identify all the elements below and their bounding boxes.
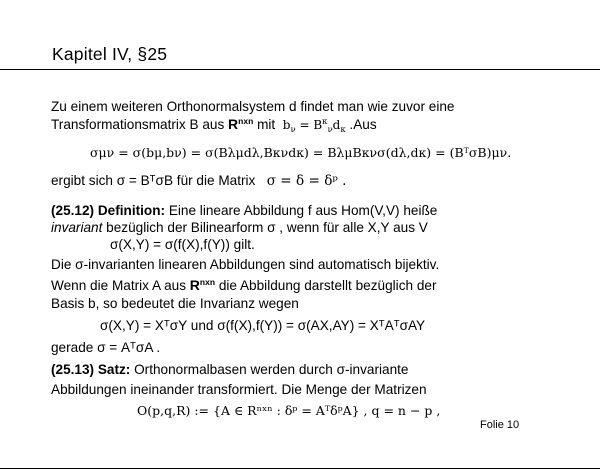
theorem-line: Abbildungen ineinander transformiert. Die Menge der Matrizen <box>51 382 427 397</box>
theorem-line: (25.13) Satz: Orthonormalbasen werden durch σ-invariante <box>51 362 409 377</box>
equation-transform: σμν = σ(bμ,bν) = σ(Bλμdλ,Bκνdκ) = BλμBκνσ(dλ,dκ) = (BᵀσB)μν. <box>90 145 512 160</box>
definition-line: (25.12) Definition: Eine lineare Abbildung f aus Hom(V,V) heiße <box>51 203 438 218</box>
paragraph-line: Die σ-invarianten linearen Abbildungen sind automatisch bijektiv. <box>51 257 440 272</box>
slide-title: Kapitel IV, §25 <box>52 44 168 64</box>
paragraph-line: Wenn die Matrix A aus $R^{nxn}$ die Abbildung darstellt bezüglich der <box>51 277 437 293</box>
orthogonal-group-formula: O(p,q,R) := {A ∈ Rⁿˣⁿ : δᵖ = AᵀδᵖA} , q = n − p , <box>137 403 441 418</box>
paragraph-line: ergibt sich σ = BᵀσB für die Matrix σ = δ = δᵖ . <box>51 173 347 189</box>
definition-line: invariant bezüglich der Bilinearform σ , wenn für alle X,Y aus V <box>51 220 428 235</box>
paragraph-line: Transformationsmatrix B aus $R^{nxn}$ mit $b_\nu = B^\kappa_\nu d_\kappa$ .Aus <box>51 116 377 135</box>
invariance-formula: σ(X,Y) = XᵀσY und σ(f(X),f(Y)) = σ(AX,AY) = XᵀAᵀσAY <box>100 318 426 333</box>
page-number: Folie 10 <box>480 419 520 431</box>
paragraph-line: Zu einem weiteren Orthonormalsystem d findet man wie zuvor eine <box>51 99 455 114</box>
theorem-label: (25.13) Satz: <box>51 362 131 377</box>
paragraph-line: gerade σ = AᵀσA . <box>51 340 161 355</box>
definition-label: (25.12) Definition: <box>51 203 166 218</box>
paragraph-line: Basis b, so bedeutet die Invarianz wegen <box>51 296 299 311</box>
definition-formula: σ(X,Y) = σ(f(X),f(Y)) gilt. <box>110 237 255 252</box>
